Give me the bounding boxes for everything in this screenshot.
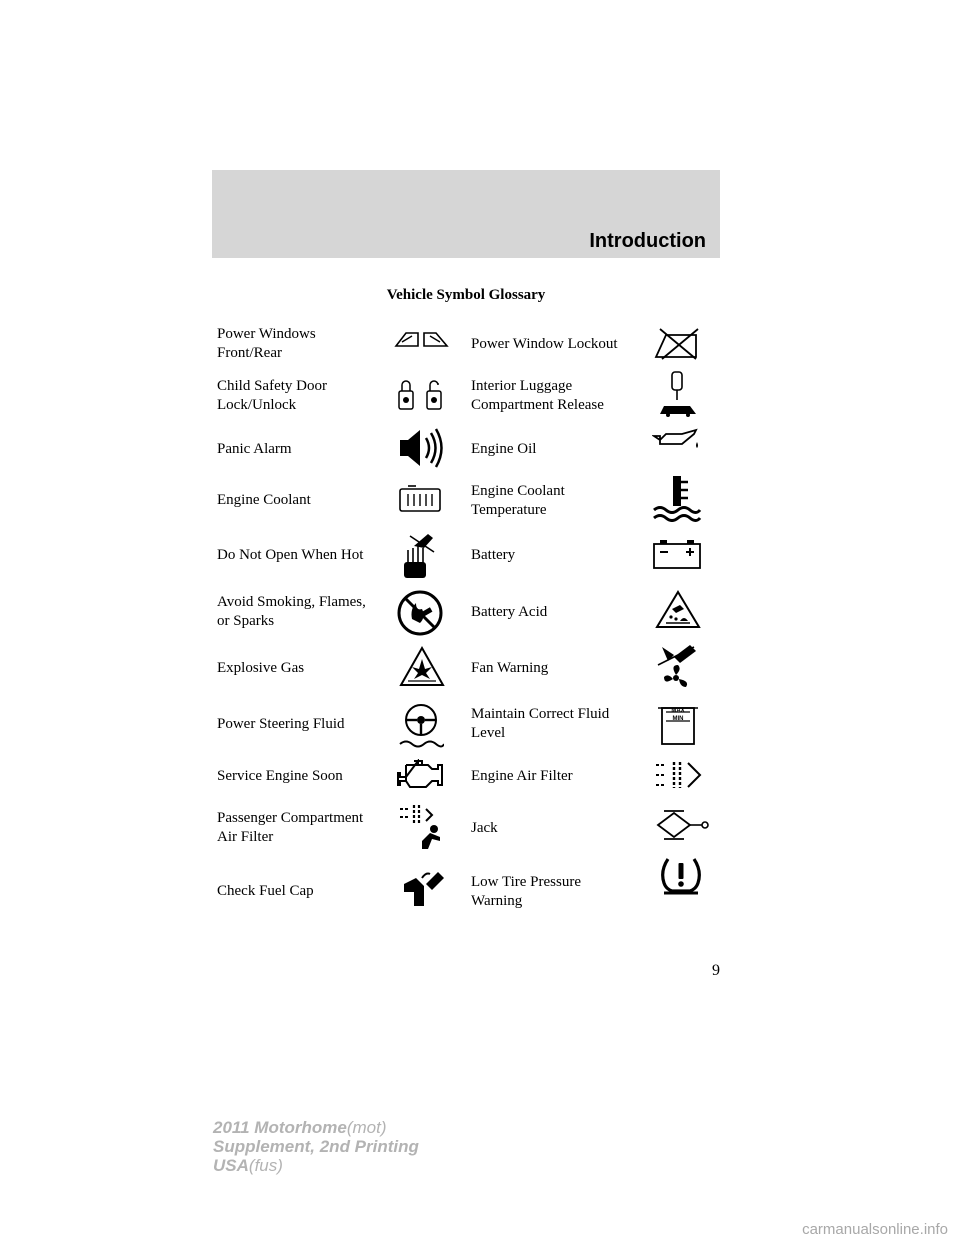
air-filter-icon <box>654 759 704 791</box>
header-band <box>212 170 720 258</box>
fan-warning-icon <box>654 643 700 691</box>
symbol-label: Engine Oil <box>471 441 537 457</box>
symbol-label: Jack <box>471 820 498 836</box>
symbol-label: Battery <box>471 547 516 563</box>
battery-icon <box>652 538 702 570</box>
symbol-label: Maintain Correct Fluid Level <box>471 706 610 741</box>
glossary-row <box>212 377 720 423</box>
symbol-label: Engine Coolant <box>217 492 311 508</box>
glossary-row <box>212 873 720 919</box>
symbol-label: Low Tire Pressure Warning <box>471 874 582 909</box>
glossary-row <box>212 482 720 526</box>
symbol-label: Battery Acid <box>471 604 548 620</box>
section-title: Introduction <box>589 230 706 252</box>
speaker-icon <box>398 426 446 470</box>
symbol-label: Power Window Lockout <box>471 336 618 352</box>
cabin-air-filter-icon <box>398 803 444 851</box>
symbol-label: Do Not Open When Hot <box>217 547 364 563</box>
explosive-gas-icon <box>398 645 446 689</box>
glossary-row <box>212 325 720 370</box>
do-not-open-hot-icon <box>400 532 436 580</box>
symbol-label: Avoid Smoking, Flames, or Sparks <box>217 594 366 629</box>
footer-market-code: (fus) <box>248 1156 283 1175</box>
max-marker: MAX <box>671 708 685 714</box>
glossary-row <box>212 440 720 470</box>
check-engine-icon <box>396 759 446 791</box>
watermark: carmanualsonline.info <box>802 1221 948 1238</box>
glossary-row <box>212 659 720 689</box>
glossary-title: Vehicle Symbol Glossary <box>386 287 546 303</box>
fluid-level-icon <box>658 702 698 746</box>
symbol-label: Interior Luggage Compartment Release <box>471 378 604 413</box>
jack-icon <box>654 809 710 843</box>
symbol-label: Engine Air Filter <box>471 768 573 784</box>
footer-supplement: Supplement, 2nd Printing <box>213 1137 419 1156</box>
footer-model: 2011 Motorhome <box>213 1118 347 1137</box>
symbol-label: Fan Warning <box>471 660 549 676</box>
power-windows-icon <box>394 328 452 350</box>
symbol-label: Engine Coolant Temperature <box>471 483 565 518</box>
symbol-label: Power Steering Fluid <box>217 716 345 732</box>
symbol-label: Service Engine Soon <box>217 768 343 784</box>
battery-acid-icon <box>654 589 702 631</box>
symbol-label: Power Windows Front/Rear <box>217 326 316 361</box>
glossary-row <box>212 593 720 639</box>
luggage-release-icon <box>656 370 700 418</box>
footer-edition <box>213 1118 419 1175</box>
footer-market: USA <box>213 1156 249 1175</box>
glossary-row <box>212 705 720 751</box>
coolant-temperature-icon <box>652 474 702 522</box>
min-marker: MIN <box>672 716 684 722</box>
power-steering-fluid-icon <box>398 702 444 750</box>
glossary-row <box>212 546 720 582</box>
symbol-label: Panic Alarm <box>217 441 292 457</box>
symbol-label: Check Fuel Cap <box>217 883 314 899</box>
symbol-label: Explosive Gas <box>217 660 305 676</box>
child-lock-icon <box>396 377 448 411</box>
no-smoking-flames-icon <box>396 589 444 637</box>
engine-oil-icon <box>652 428 702 454</box>
page-number: 9 <box>712 962 720 979</box>
window-lockout-icon <box>652 325 702 361</box>
footer-model-code: (mot) <box>346 1118 387 1137</box>
engine-coolant-icon <box>398 484 444 514</box>
fuel-cap-icon <box>398 870 446 910</box>
tire-pressure-warning-icon <box>658 855 704 897</box>
symbol-label: Child Safety Door Lock/Unlock <box>217 378 327 413</box>
glossary-row <box>212 767 720 797</box>
symbol-label: Passenger Compartment Air Filter <box>217 810 364 845</box>
glossary-row <box>212 809 720 855</box>
